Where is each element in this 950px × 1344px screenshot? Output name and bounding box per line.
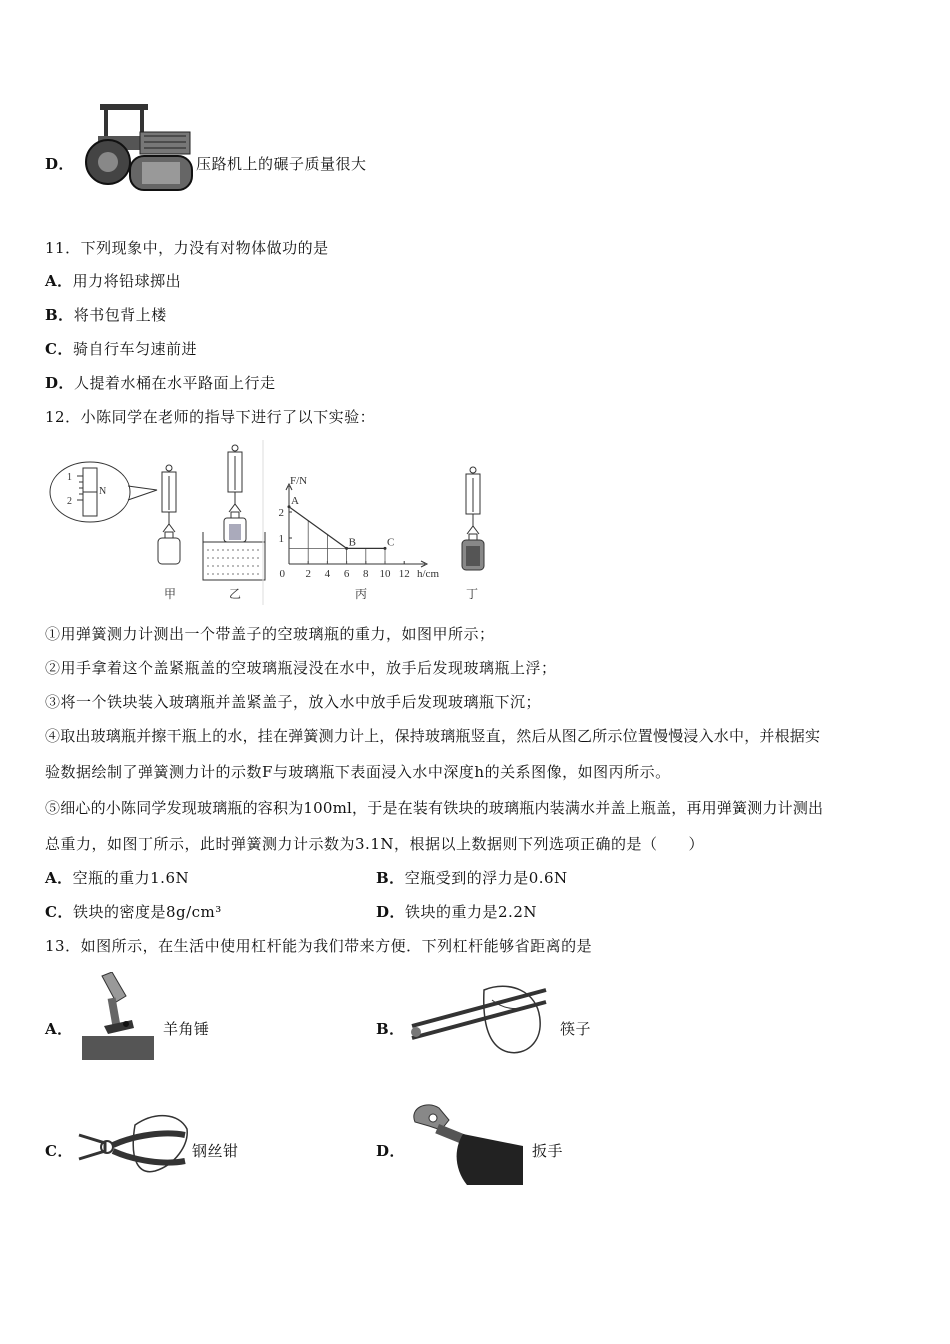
q13-option-c-text: 钢丝钳 — [192, 1142, 239, 1160]
q11-option-d — [45, 372, 276, 393]
q12-step-4a: ④取出玻璃瓶并擦干瓶上的水，挂在弹簧测力计上，保持玻璃瓶竖直，然后从图乙所示位置慢慢浸入水中，并根据实 — [45, 727, 821, 745]
option-label: A． — [45, 869, 73, 887]
q12-option-d — [376, 901, 537, 922]
y-tick-label: 1 — [278, 533, 284, 545]
option-label: B． — [45, 306, 74, 324]
origin-label: 0 — [279, 568, 285, 580]
q12-step-5b: 总重力，如图丁所示，此时弹簧测力计示数为3.1N，根据以上数据则下列选项正确的是（ ） — [45, 835, 704, 853]
option-text: 空瓶受到的浮力是0.6N — [404, 869, 568, 887]
option-text: 铁块的重力是2.2N — [405, 903, 537, 921]
q13-option-c-label: C． — [45, 1142, 73, 1160]
series-line — [289, 507, 385, 549]
spring-scale-jia — [158, 465, 180, 564]
x-tick-label: 8 — [363, 568, 369, 580]
q12-step-2: ②用手拿着这个盖紧瓶盖的空玻璃瓶浸没在水中，放手后发现玻璃瓶上浮； — [45, 659, 557, 677]
road-roller-image — [80, 100, 195, 195]
point-label: B — [348, 536, 356, 549]
option-text: 人提着水桶在水平路面上行走 — [74, 374, 276, 392]
claw-hammer-image — [82, 972, 154, 1062]
point-label: C — [387, 536, 395, 549]
spring-scale-ding — [462, 467, 484, 570]
q13-option-a-text: 羊角锤 — [163, 1020, 210, 1038]
spring-scale-yi — [203, 445, 265, 580]
option-text: 空瓶的重力1.6N — [72, 869, 190, 887]
option-label: C． — [45, 903, 73, 921]
y-axis-label: F/N — [290, 475, 308, 487]
q13-option-d-label: D． — [376, 1142, 406, 1160]
option-text: 将书包背上楼 — [73, 306, 167, 324]
scale-mark: 1 — [67, 472, 72, 483]
spring-scale-magnified — [50, 462, 157, 522]
q13-option-b-label: B． — [376, 1020, 405, 1038]
chopsticks-image — [408, 980, 548, 1060]
q11-option-c — [45, 338, 197, 359]
option-label: D． — [45, 374, 75, 392]
x-tick-label: 2 — [305, 568, 311, 580]
scale-mark: 2 — [67, 496, 72, 507]
caption-bing: 丙 — [355, 587, 368, 601]
q12-option-a — [45, 867, 189, 888]
x-tick-label: 10 — [379, 568, 391, 580]
caption-yi: 乙 — [229, 587, 242, 601]
q12-step-3: ③将一个铁块装入玻璃瓶并盖紧盖子，放入水中放手后发现玻璃瓶下沉； — [45, 693, 542, 711]
q12-step-4b: 验数据绘制了弹簧测力计的示数F与玻璃瓶下表面浸入水中深度h的关系图像，如图丙所示。 — [45, 763, 671, 781]
caption-jia: 甲 — [164, 587, 177, 601]
q13-stem: 13．如图所示，在生活中使用杠杆能为我们带来方便．下列杠杆能够省距离的是 — [45, 937, 593, 955]
option-label: B． — [376, 869, 405, 887]
q10-option-d-label: D． — [45, 155, 75, 173]
q12-stem: 12．小陈同学在老师的指导下进行了以下实验： — [45, 408, 376, 426]
q12-option-b — [376, 867, 568, 888]
point-label: A — [291, 494, 299, 507]
option-text: 骑自行车匀速前进 — [72, 340, 197, 358]
x-tick-label: 4 — [324, 568, 331, 580]
option-label: D． — [376, 903, 406, 921]
y-tick-label: 2 — [278, 507, 284, 519]
option-label: A． — [45, 272, 73, 290]
q12-step-1: ①用弹簧测力计测出一个带盖子的空玻璃瓶的重力，如图甲所示； — [45, 625, 495, 643]
q12-experiment-figure — [45, 440, 505, 605]
q11-option-b — [45, 304, 167, 325]
caption-ding: 丁 — [466, 587, 479, 601]
q12-option-c — [45, 901, 222, 922]
q13-option-d-text: 扳手 — [532, 1142, 564, 1160]
x-tick-label: 12 — [398, 568, 410, 580]
option-text: 用力将铅球掷出 — [72, 272, 182, 290]
q13-option-a-label: A． — [45, 1020, 73, 1038]
wire-pliers-image — [75, 1105, 190, 1185]
q12-step-5a: ⑤细心的小陈同学发现玻璃瓶的容积为100ml，于是在装有铁块的玻璃瓶内装满水并盖上瓶盖，再用弹簧测力计测出 — [45, 799, 824, 817]
option-label: C． — [45, 340, 73, 358]
option-text: 铁块的密度是8g/cm³ — [72, 903, 222, 921]
q13-option-b-text: 筷子 — [560, 1020, 592, 1038]
x-tick-label: 6 — [343, 568, 350, 580]
q11-option-a — [45, 270, 181, 291]
wrench-image — [405, 1100, 527, 1185]
fh-chart — [279, 475, 440, 580]
q10-option-d-text: 压路机上的碾子质量很大 — [196, 155, 367, 173]
q11-stem: 11．下列现象中，力没有对物体做功的是 — [45, 239, 329, 257]
x-axis-label: h/cm — [417, 568, 439, 580]
scale-unit: N — [99, 486, 107, 497]
